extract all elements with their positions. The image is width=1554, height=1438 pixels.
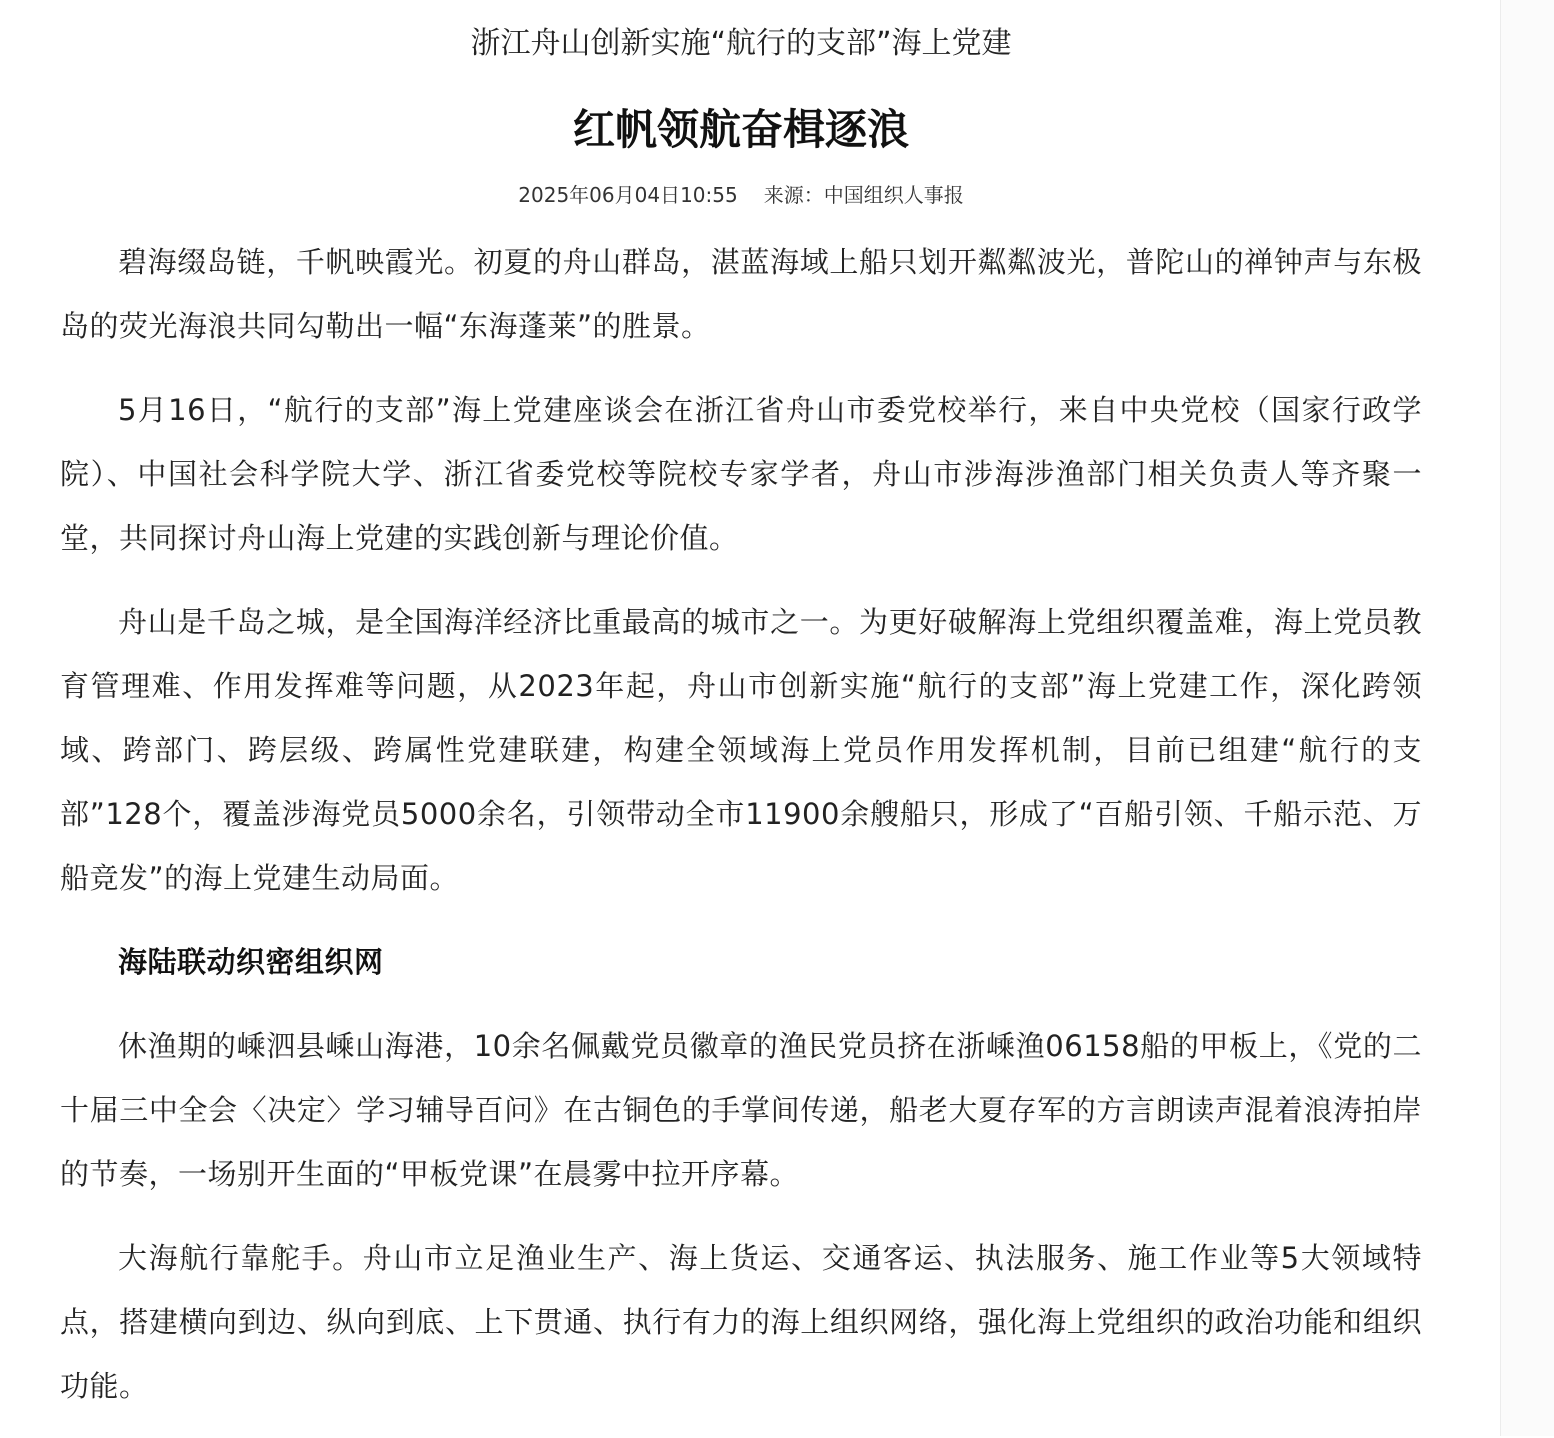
article bbox=[60, 0, 1422, 1438]
publish-datetime: 2025年06月04日10:55 bbox=[518, 183, 738, 207]
article-body bbox=[60, 230, 1422, 1418]
article-kicker: 浙江舟山创新实施“航行的支部”海上党建 bbox=[470, 26, 1012, 61]
article-headline: 红帆领航奋楫逐浪 bbox=[572, 105, 909, 154]
section-subheading: 海陆联动织密组织网 bbox=[118, 945, 384, 979]
article-meta bbox=[60, 180, 1422, 210]
paragraph-3: 舟山是千岛之城，是全国海洋经济比重最高的城市之一。为更好破解海上党组织覆盖难，海上党员教育管理难、作用发挥难等问题，从2023年起，舟山市创新实施“航行的支部”海上党建工作，深化跨领域、跨部门、跨层级、跨属性党建联建，构建全领域海上党员作用发挥机制，目前已组建“航行的支部”128个，覆盖涉海党员5000余名，引领带动全市11900余艘船只，形成了“百船引领、千船示范、万船竞发”的海上党建生动局面。 bbox=[60, 605, 1422, 895]
paragraph-4: 休渔期的嵊泗县嵊山海港，10余名佩戴党员徽章的渔民党员挤在浙嵊渔06158船的甲板上，《党的二十届三中全会〈决定〉学习辅导百问》在古铜色的手掌间传递，船老大夏存军的方言朗读声混着浪涛拍岸的节奏，一场别开生面的“甲板党课”在晨雾中拉开序幕。 bbox=[60, 1029, 1422, 1191]
page-right-gutter bbox=[1501, 0, 1554, 1436]
paragraph-1: 碧海缀岛链，千帆映霞光。初夏的舟山群岛，湛蓝海域上船只划开粼粼波光，普陀山的禅钟声与东极岛的荧光海浪共同勾勒出一幅“东海蓬莱”的胜景。 bbox=[60, 245, 1422, 343]
paragraph-5: 大海航行靠舵手。舟山市立足渔业生产、海上货运、交通客运、执法服务、施工作业等5大领域特点，搭建横向到边、纵向到底、上下贯通、执行有力的海上组织网络，强化海上党组织的政治功能和组织功能。 bbox=[60, 1241, 1422, 1403]
paragraph-2: 5月16日，“航行的支部”海上党建座谈会在浙江省舟山市委党校举行，来自中央党校（国家行政学院）、中国社会科学院大学、浙江省委党校等院校专家学者，舟山市涉海涉渔部门相关负责人等齐聚一堂，共同探讨舟山海上党建的实践创新与理论价值。 bbox=[60, 393, 1422, 555]
article-source: 来源：中国组织人事报 bbox=[763, 183, 964, 207]
